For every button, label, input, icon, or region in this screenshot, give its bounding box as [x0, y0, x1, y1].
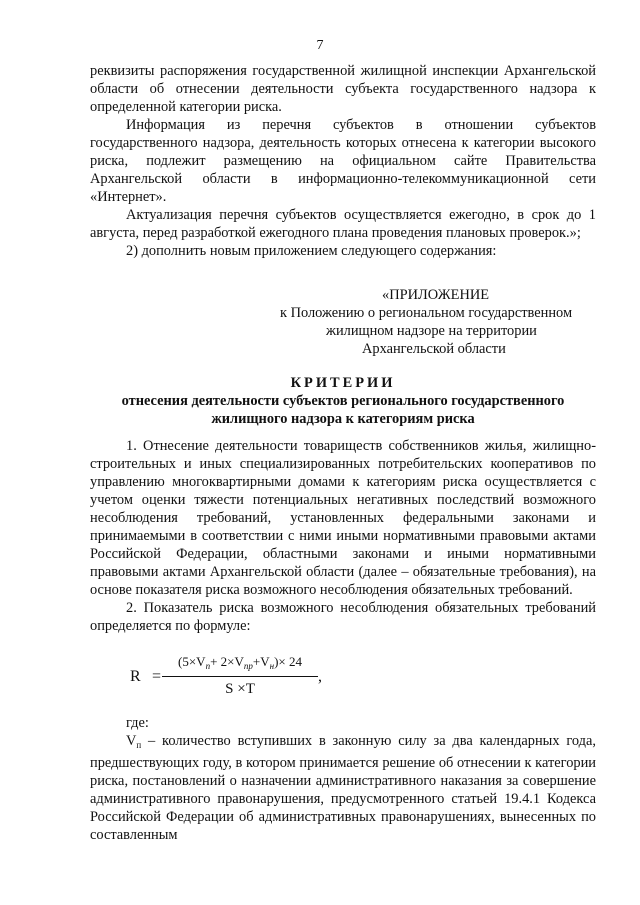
paragraph-criteria-2: 2. Показатель риска возможного несоблюдения обязательных требований определяется по формуле: [90, 600, 596, 634]
page-number: 7 [316, 38, 324, 53]
appendix-line: Архангельской области [362, 341, 506, 357]
where-label: где: [126, 715, 149, 731]
criteria-heading [90, 374, 596, 428]
definitions-section [90, 714, 596, 844]
formula-denominator: S ×T [225, 681, 255, 697]
formula-lhs: R [130, 668, 141, 685]
heading-title: КРИТЕРИИ [290, 375, 396, 391]
formula-comma: , [318, 668, 322, 685]
heading-subtitle: жилищного надзора к категориям риска [211, 411, 475, 427]
formula-equals: = [152, 668, 162, 685]
definition-vp: $V_п$ – количество вступивших в законную силу за два календарных года, предшествующих году, в котором принимается решение об отнесении к категории риска, постановлений о назначении административного наказания за совершение административного правонарушения, предусмотренного статьей 19.4.1 Кодекса Российской Федерации об административных правонарушениях, вынесенных по составленным [90, 733, 596, 843]
risk-formula [126, 652, 346, 702]
paragraph-criteria-1: 1. Отнесение деятельности товариществ собственников жилья, жилищно-строительных и иных специализированных потребительских кооперативов по управлению многоквартирными домами к категориям риска осуществляется с учетом оценки тяжести потенциальных негативных последствий возможного несоблюдения требований, установленных федеральными законами и принимаемыми в соответствии с ними иными нормативными правовыми актами Российской Федерации, областными законами и иными нормативными правовыми актами Архангельской области (далее – обязательные требования), на основе показателя риска возможного несоблюдения обязательных требований. [90, 438, 596, 598]
appendix-line: жилищном надзоре на территории [326, 323, 537, 339]
appendix-line: к Положению о региональном государственном [280, 305, 573, 321]
paragraph-add-appendix: 2) дополнить новым приложением следующего содержания: [126, 243, 497, 259]
paragraph-update: Актуализация перечня субъектов осуществляется ежегодно, в срок до 1 августа, перед разработкой ежегодного плана проведения плановых проверок.»; [90, 207, 596, 241]
appendix-title: «ПРИЛОЖЕНИЕ [382, 287, 490, 303]
heading-subtitle: отнесения деятельности субъектов регионального государственного [121, 393, 565, 409]
formula-numerator: $(5\times V_п+ 2\times V_{пр}+V_н)\times 24$ [178, 654, 302, 671]
formula-fraction-bar [162, 676, 318, 677]
criteria-section [90, 437, 596, 635]
paragraph-requisites: реквизиты распоряжения государственной жилищной инспекции Архангельской области об отнесении деятельности субъекта государственного надзора к определенной категории риска. [90, 63, 596, 115]
appendix-header [270, 286, 610, 358]
paragraph-publication: Информация из перечня субъектов в отношении субъектов государственного надзора, деятельность которых отнесена к категории высокого риска, подлежит размещению на официальном сайте Правительства Архангельской области в информационно-телекоммуникационной сети «Интернет». [90, 117, 596, 205]
intro-section [90, 62, 596, 260]
